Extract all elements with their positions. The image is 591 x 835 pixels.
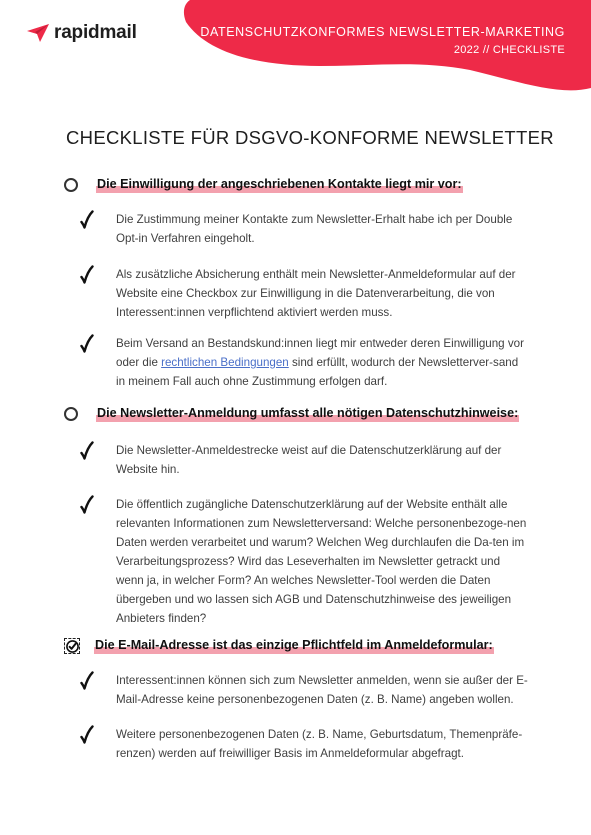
checkmark-icon <box>80 495 94 515</box>
item-text: Interessent:innen können sich zum Newsletter anmelden, wenn sie außer der E-Mail-Adresse keine personenbezogenen Daten (z. B. Name) angeben wollen. <box>116 674 528 706</box>
header-year: 2022 <box>453 44 480 56</box>
header-separator: // <box>479 44 493 56</box>
list-item <box>80 725 530 763</box>
section-1-heading <box>64 177 463 193</box>
item-text-before-link: Beim Versand an Bestandskund:innen liegt mir entweder deren Einwilligung vor oder die <box>116 337 524 369</box>
legal-conditions-link[interactable]: rechtlichen Bedingungen <box>161 356 289 369</box>
checkmark-icon <box>80 265 94 285</box>
list-item <box>80 495 530 628</box>
list-item <box>80 210 530 248</box>
section-1-checkbox[interactable] <box>64 178 78 192</box>
section-2-title: Die Newsletter-Anmeldung umfasst alle nötigen Datenschutzhinweise: <box>97 406 519 420</box>
item-text: Die Zustimmung meiner Kontakte zum Newsletter-Erhalt habe ich per Double Opt-in Verfahren eingeholt. <box>116 213 513 245</box>
item-text <box>116 334 530 391</box>
logo-wordmark: rapidmail <box>54 22 137 43</box>
item-text: Die öffentlich zugängliche Datenschutzerklärung auf der Website enthält alle relevanten Informationen zum Newsletterversand: Welche personenbezoge-nen Daten werden verarbeitet und warum? Welchen Weg durchlaufen die Da-ten im Verarbeitungsprozess? Wird das Leseverhalten im Newsletter getrackt und wenn ja, in welcher Form? An welches Newsletter-Tool werden die Daten übergeben und wo lassen sich AGB und Datenschutzhinweise des jeweiligen Anbieters finden? <box>116 498 527 625</box>
section-1-title: Die Einwilligung der angeschriebenen Kontakte liegt mir vor: <box>97 177 462 191</box>
checkmark-icon <box>80 334 94 354</box>
section-2-heading <box>64 406 519 422</box>
header-subtitle <box>200 44 565 56</box>
section-3-title: Die E-Mail-Adresse ist das einzige Pflichtfeld im Anmeldeformular: <box>95 638 493 652</box>
section-2-checkbox[interactable] <box>64 407 78 421</box>
paper-plane-icon <box>26 23 50 43</box>
header-text <box>200 25 565 56</box>
header-title: DATENSCHUTZKONFORMES NEWSLETTER-MARKETING <box>200 25 565 39</box>
checkmark-icon <box>80 441 94 461</box>
item-text-after-link: sind erfüllt, wodurch der Newsletterver-sand in meinem Fall auch ohne Zustimmung erfolgen darf. <box>116 356 519 388</box>
rapidmail-logo <box>26 22 137 44</box>
header-checklist-label: CHECKLISTE <box>492 44 565 56</box>
checkmark-icon <box>80 210 94 230</box>
item-text: Die Newsletter-Anmeldestrecke weist auf die Datenschutzerklärung auf der Website hin. <box>116 444 502 476</box>
section-3-heading <box>64 638 494 654</box>
checkmark-icon <box>80 725 94 745</box>
item-text: Weitere personenbezogenen Daten (z. B. Name, Geburtsdatum, Themenpräfe-renzen) werden auf freiwilliger Basis im Anmeldeformular abgefragt. <box>116 728 523 760</box>
list-item <box>80 334 530 391</box>
checked-circle-icon <box>66 640 79 653</box>
list-item <box>80 265 530 322</box>
list-item <box>80 441 530 479</box>
list-item <box>80 671 530 709</box>
page-title: CHECKLISTE FÜR DSGVO-KONFORME NEWSLETTER <box>66 127 554 148</box>
checkmark-icon <box>80 671 94 691</box>
section-3-checkbox[interactable] <box>64 638 80 654</box>
item-text: Als zusätzliche Absicherung enthält mein Newsletter-Anmeldeformular auf der Website eine Checkbox zur Einwilligung in die Datenverarbeitung, die von Interessent:innen verpflichtend aktiviert werden muss. <box>116 268 516 319</box>
